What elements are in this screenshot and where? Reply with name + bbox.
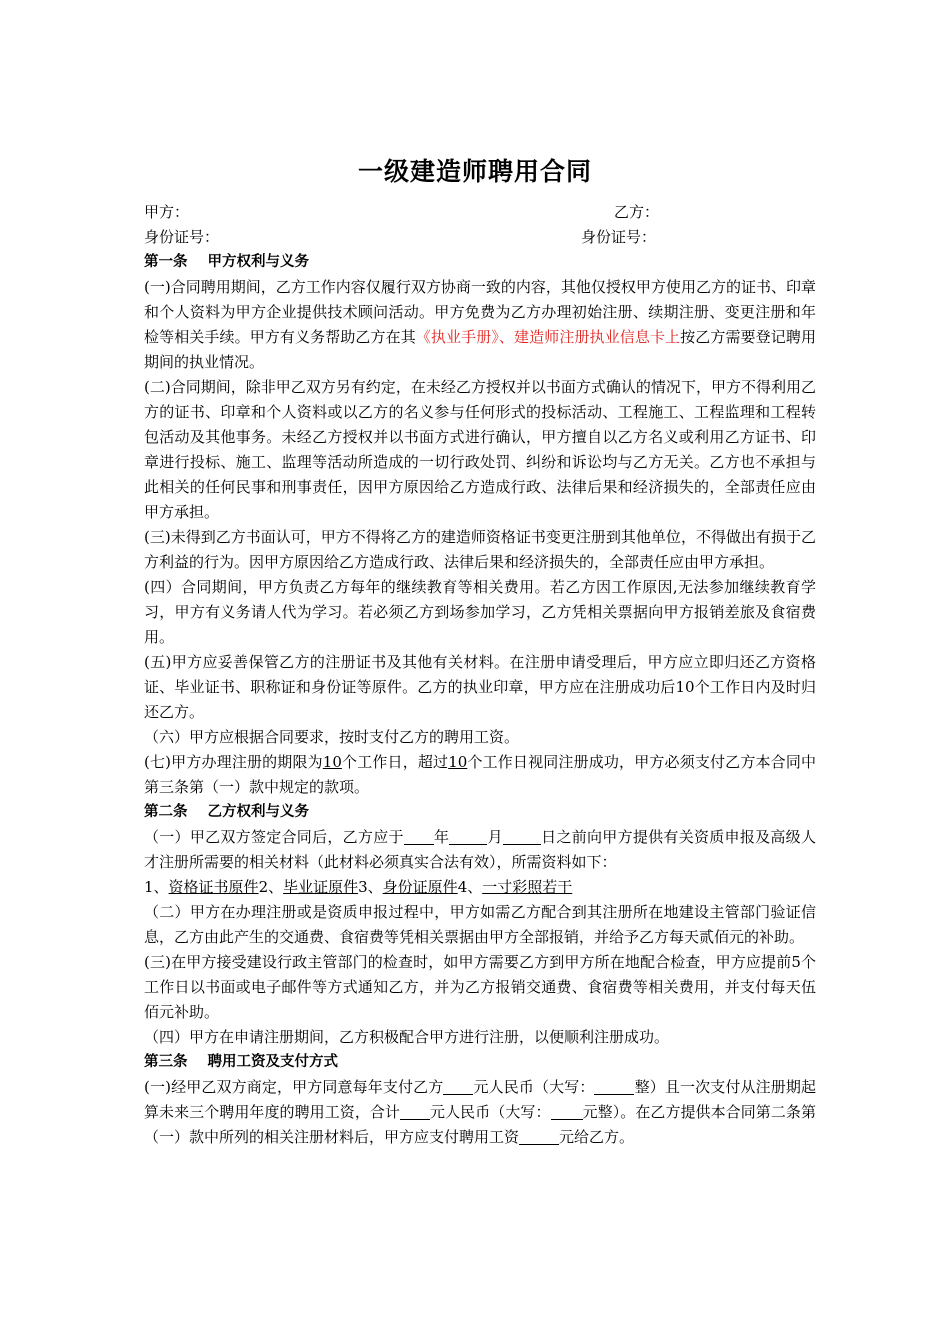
article-2-clause-1 bbox=[144, 825, 816, 875]
clause-text: 个工作日视同注册成功，甲方必须支付乙方本合同中第三条第（一）款中规定的款项。 bbox=[144, 753, 816, 796]
id-row bbox=[144, 225, 816, 250]
article-1-clause-6: （六）甲方应根据合同要求，按时支付乙方的聘用工资。 bbox=[144, 728, 520, 746]
article-2-clause-4: （四）甲方在申请注册期间，乙方积极配合甲方进行注册，以便顺利注册成功。 bbox=[144, 1028, 670, 1046]
clause-text: (一)经甲乙双方商定，甲方同意每年支付乙方 bbox=[144, 1078, 444, 1096]
article-1-clause-4: (四）合同期间，甲方负责乙方每年的继续教育等相关费用。若乙方因工作原因,无法参加继续教育学习，甲方有义务请人代为学习。若必须乙方到场参加学习，乙方凭相关票据向甲方报销差旅及食宿费用。 bbox=[144, 578, 816, 646]
list-item: 身份证原件 bbox=[382, 878, 458, 896]
article-1-clause-7 bbox=[144, 750, 816, 800]
highlighted-text: 《执业手册》、建造师注册执业信息卡上 bbox=[415, 328, 681, 346]
required-materials-list bbox=[144, 875, 816, 900]
year-label: 年 bbox=[433, 828, 450, 846]
clause-text: 元给乙方。 bbox=[559, 1128, 635, 1146]
clause-text: (七)甲方办理注册的期限为 bbox=[144, 753, 323, 771]
article-1-heading bbox=[144, 250, 816, 275]
clause-text: 元人民币（大写： bbox=[473, 1078, 595, 1096]
clause-text: (一)合同聘用期间，乙方工作内容仅履行双方协商一致的内容，其他仅授权甲方使用乙方的证书、印章和个人资料为甲方企业提供技术顾问活动。甲方免费为乙方办理初始注册、续期注册、变更注册和年检等相关手续。甲方有义务帮助乙方在其 bbox=[144, 278, 816, 346]
party-b-id-label: 身份证号： bbox=[581, 228, 657, 246]
article-2-clause-3: (三)在甲方接受建设行政主管部门的检查时，如甲方需要乙方到甲方所在地配合检查，甲方应提前5个工作日以书面或电子邮件等方式通知乙方，并为乙方报销交通费、食宿费等相关费用，并支付每天伍佰元补助。 bbox=[144, 953, 816, 1021]
article-1-number: 第一条 bbox=[144, 254, 188, 270]
contract-body bbox=[144, 200, 816, 1150]
article-2-clause-2: （二）甲方在办理注册或是资质申报过程中，甲方如需乙方配合到其注册所在地建设主管部门验证信息，乙方由此产生的交通费、食宿费等凭相关票据由甲方全部报销，并给予乙方每天贰佰元的补助。 bbox=[144, 903, 816, 946]
list-number: 2、 bbox=[258, 878, 284, 896]
clause-text: 按乙方需要登记聘用期间的执业情况。 bbox=[144, 328, 816, 371]
article-3-heading bbox=[144, 1050, 816, 1075]
document-title: 一级建造师聘用合同 bbox=[357, 157, 592, 186]
clause-text: 日之前向甲方提供有关资质申报及高级人才注册所需要的相关材料（此材料必须真实合法有效），所需资料如下： bbox=[144, 828, 816, 871]
list-item: 毕业证原件 bbox=[283, 878, 359, 896]
clause-text: （一）甲乙双方签定合同后，乙方应于 bbox=[144, 828, 404, 846]
article-1-clause-1 bbox=[144, 275, 816, 375]
total-salary-blank[interactable] bbox=[400, 1102, 430, 1120]
party-row bbox=[144, 200, 816, 225]
clause-text: 元整）。在乙方提供本合同第二条第（一）款中所列的相关注册材料后，甲方应支付聘用工资 bbox=[144, 1103, 816, 1146]
annual-salary-words-blank[interactable] bbox=[594, 1077, 634, 1095]
day-blank[interactable] bbox=[503, 827, 541, 845]
article-3-title: 聘用工资及支付方式 bbox=[207, 1054, 338, 1070]
payment-amount-blank[interactable] bbox=[519, 1127, 559, 1145]
list-number: 4、 bbox=[457, 878, 483, 896]
annual-salary-blank[interactable] bbox=[443, 1077, 473, 1095]
party-b-label: 乙方： bbox=[614, 203, 660, 221]
party-a-label: 甲方： bbox=[144, 203, 190, 221]
article-1-clause-3: (三)未得到乙方书面认可，甲方不得将乙方的建造师资格证书变更注册到其他单位，不得做出有损于乙方利益的行为。因甲方原因给乙方造成行政、法律后果和经济损失的，全部责任应由甲方承担。 bbox=[144, 528, 816, 571]
list-number: 1、 bbox=[144, 878, 169, 896]
article-2-heading bbox=[144, 800, 816, 825]
party-a-id-label: 身份证号： bbox=[144, 228, 220, 246]
article-3-clause-1 bbox=[144, 1075, 816, 1150]
clause-text: 元人民币（大写： bbox=[430, 1103, 551, 1121]
article-3-number: 第三条 bbox=[144, 1054, 188, 1070]
clause-text: 个工作日，超过 bbox=[341, 753, 449, 771]
deadline-days: 10 bbox=[448, 753, 468, 771]
deadline-days: 10 bbox=[322, 753, 342, 771]
article-1-clause-2: (二)合同期间，除非甲乙双方另有约定，在未经乙方授权并以书面方式确认的情况下，甲方不得利用乙方的证书、印章和个人资料或以乙方的名义参与任何形式的投标活动、工程施工、工程监理和工程转包活动及其他事务。未经乙方授权并以书面方式进行确认，甲方擅自以乙方名义或利用乙方证书、印章进行投标、施工、监理等活动所造成的一切行政处罚、纠纷和诉讼均与乙方无关。乙方也不承担与此相关的任何民事和刑事责任，因甲方原因给乙方造成行政、法律后果和经济损失的，全部责任应由甲方承担。 bbox=[144, 378, 816, 521]
list-item: 资格证书原件 bbox=[168, 878, 259, 896]
article-1-clause-5: (五)甲方应妥善保管乙方的注册证书及其他有关材料。在注册申请受理后，甲方应立即归还乙方资格证、毕业证书、职称证和身份证等原件。乙方的执业印章，甲方应在注册成功后10个工作日内及时归还乙方。 bbox=[144, 653, 816, 721]
article-2-title: 乙方权利与义务 bbox=[207, 804, 309, 820]
article-2-number: 第二条 bbox=[144, 804, 188, 820]
month-label: 月 bbox=[487, 828, 503, 846]
list-item: 一寸彩照若干 bbox=[482, 878, 573, 896]
year-blank[interactable] bbox=[404, 827, 434, 845]
clause-text: 整）且一次支付从注册期起算未来三个聘用年度的聘用工资，合计 bbox=[144, 1078, 816, 1121]
list-number: 3、 bbox=[358, 878, 383, 896]
article-1-title: 甲方权利与义务 bbox=[207, 254, 309, 270]
month-blank[interactable] bbox=[449, 827, 487, 845]
total-salary-words-blank[interactable] bbox=[551, 1102, 583, 1120]
